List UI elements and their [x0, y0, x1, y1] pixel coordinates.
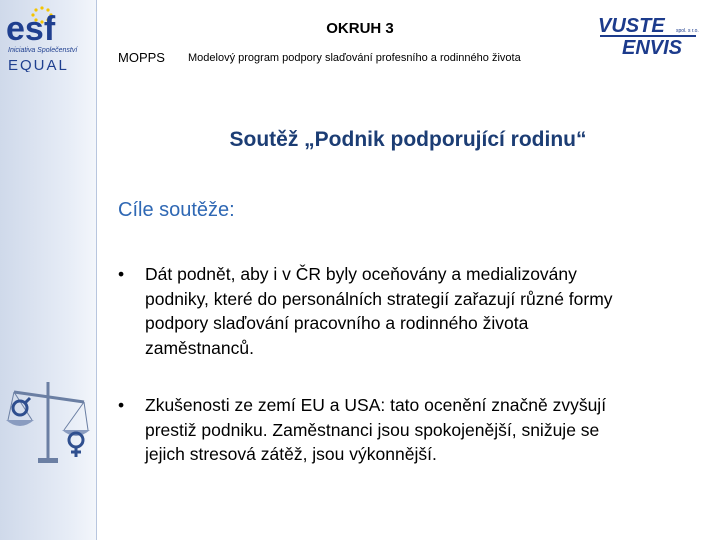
- bullet-line: podpory slaďování pracovního a rodinného života: [145, 313, 529, 333]
- company-suffix: spol. s r.o.: [676, 28, 699, 34]
- bullet-line: • Dát podnět, aby i v ČR byly oceňovány a medializovány: [145, 264, 577, 284]
- header-title: OKRUH 3: [326, 20, 394, 37]
- goals-list: [118, 262, 698, 500]
- vuste-envis-logo: [596, 12, 700, 58]
- bullet-line: • Zkušenosti ze zemí EU a USA: tato ocenění značně zvyšují: [145, 395, 607, 415]
- list-item: [118, 262, 698, 360]
- bullet-line: podniky, které do personálních strategií zařazují různé formy: [145, 288, 613, 309]
- program-abbreviation: MOPPS: [118, 50, 165, 65]
- envis-wordmark: ENVIS: [622, 37, 683, 58]
- vuste-wordmark: VUSTE: [598, 15, 665, 37]
- scales-of-balance-icon: [2, 372, 94, 472]
- list-item: [118, 393, 698, 467]
- program-description: Modelový program podpory slaďování profesního a rodinného života: [188, 52, 521, 64]
- bullet-line: prestiž podniku. Zaměstnanci jsou spokojenější, snižuje se: [145, 419, 600, 440]
- bullet-line: jejich stresová zátěž, jsou výkonnější.: [145, 444, 437, 464]
- divider: [96, 0, 97, 540]
- equal-wordmark: EQUAL: [8, 57, 69, 72]
- bullet-line: zaměstnanců.: [145, 337, 254, 358]
- esf-tagline: Iniciativa Společenství: [8, 47, 78, 54]
- slide-title: Soutěž „Podnik podporující rodinu“: [229, 128, 587, 151]
- esf-wordmark: esf: [6, 10, 56, 48]
- female-symbol-icon: [69, 433, 83, 457]
- section-heading: Cíle soutěže:: [118, 199, 235, 221]
- esf-equal-logo: [4, 2, 94, 72]
